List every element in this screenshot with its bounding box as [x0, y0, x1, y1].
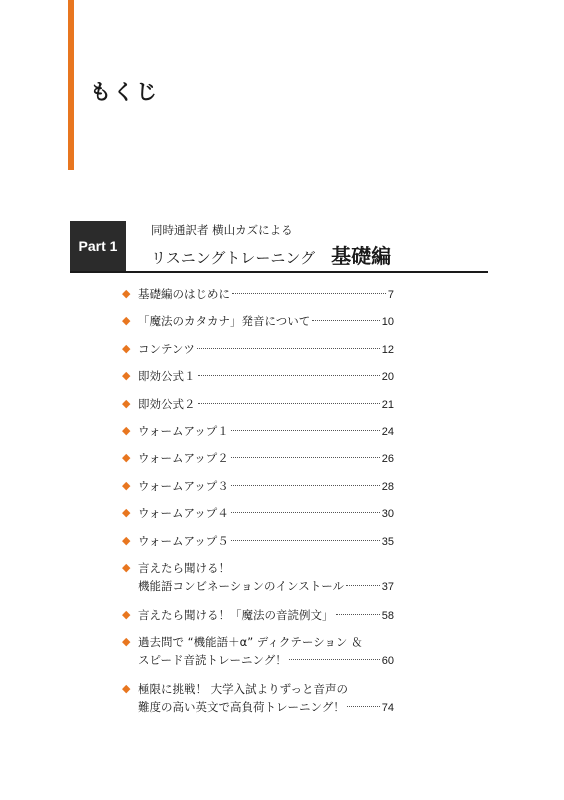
toc-entry-text: 「魔法のカタカナ」発音について — [138, 314, 311, 329]
toc-entry-text: 機能語コンビネーションのインストール — [138, 578, 344, 593]
toc-page-number: 20 — [381, 371, 394, 384]
diamond-bullet-icon: ◆ — [122, 506, 131, 520]
part-label: Part 1 — [70, 221, 126, 271]
toc-entry[interactable] — [122, 559, 394, 596]
page-title: もくじ — [90, 80, 159, 104]
diamond-bullet-icon: ◆ — [122, 533, 131, 547]
toc-entry[interactable] — [122, 285, 394, 304]
toc-page-number: 60 — [381, 655, 394, 668]
toc-page-number: 37 — [381, 580, 394, 593]
toc-entry-text: 言えたら聞ける！「魔法の音読例文」 — [138, 607, 334, 622]
diamond-bullet-icon: ◆ — [122, 396, 131, 410]
dot-leader — [198, 375, 380, 376]
toc-page-number: 10 — [381, 316, 394, 329]
diamond-bullet-icon: ◆ — [122, 478, 131, 492]
toc-page-number: 30 — [381, 508, 394, 521]
dot-leader — [197, 348, 380, 349]
dot-leader — [198, 403, 380, 404]
diamond-bullet-icon: ◆ — [122, 560, 131, 574]
toc-page-number: 74 — [381, 702, 394, 715]
diamond-bullet-icon: ◆ — [122, 682, 131, 696]
toc-entry-text: 極限に挑戦！ 大学入試よりずっと音声の — [138, 682, 348, 697]
toc-page-number: 12 — [381, 343, 394, 356]
dot-leader — [231, 430, 380, 431]
toc-entry[interactable] — [122, 395, 394, 414]
dot-leader — [232, 293, 386, 294]
toc-page-number: 35 — [381, 535, 394, 548]
toc-entry-text: 難度の高い英文で高負荷トレーニング！ — [138, 700, 345, 715]
dot-leader — [312, 320, 379, 321]
dot-leader — [231, 512, 380, 513]
dot-leader — [336, 614, 380, 615]
toc-entry[interactable] — [122, 449, 394, 468]
accent-bar — [68, 0, 74, 170]
toc-list — [122, 285, 394, 727]
toc-entry[interactable] — [122, 340, 394, 359]
toc-entry-text: ウォームアップ５ — [138, 533, 229, 548]
toc-entry[interactable] — [122, 633, 394, 670]
toc-entry-text: 即効公式２ — [138, 396, 196, 411]
toc-entry-text: 言えたら聞ける！ — [138, 560, 230, 575]
toc-entry-text: 即効公式１ — [138, 369, 196, 384]
diamond-bullet-icon: ◆ — [122, 635, 131, 649]
dot-leader — [231, 485, 380, 486]
dot-leader — [231, 457, 380, 458]
diamond-bullet-icon: ◆ — [122, 341, 131, 355]
toc-entry[interactable] — [122, 606, 394, 625]
diamond-bullet-icon: ◆ — [122, 287, 131, 300]
toc-entry-text: ウォームアップ４ — [138, 506, 229, 521]
header-rule — [70, 271, 488, 273]
toc-entry[interactable] — [122, 504, 394, 523]
toc-page-number: 58 — [381, 609, 394, 622]
toc-entry[interactable] — [122, 680, 394, 717]
dot-leader — [346, 585, 380, 586]
toc-entry[interactable] — [122, 477, 394, 496]
toc-page-number: 7 — [387, 289, 394, 301]
part-subtitle: 同時通訳者 横山カズによる — [151, 223, 293, 237]
diamond-bullet-icon: ◆ — [122, 423, 131, 437]
diamond-bullet-icon: ◆ — [122, 451, 131, 465]
toc-entry-text: ウォームアップ３ — [138, 478, 229, 493]
diamond-bullet-icon: ◆ — [122, 607, 131, 621]
toc-entry-text: コンテンツ — [138, 341, 195, 356]
toc-entry-text: 基礎編のはじめに — [138, 287, 230, 301]
toc-entry[interactable] — [122, 312, 394, 331]
toc-page-number: 21 — [381, 398, 394, 411]
part-title-main: リスニングトレーニング — [151, 249, 316, 267]
dot-leader — [289, 659, 380, 660]
dot-leader — [231, 540, 380, 541]
part-title-strong: 基礎編 — [331, 244, 392, 268]
toc-entry-text: 過去問で “機能語＋α” ディクテーション ＆ — [138, 635, 363, 650]
toc-entry-text: スピード音読トレーニング！ — [138, 653, 287, 668]
toc-entry[interactable] — [122, 367, 394, 386]
diamond-bullet-icon: ◆ — [122, 314, 131, 328]
dot-leader — [347, 706, 380, 707]
toc-page-number: 26 — [381, 453, 394, 466]
part-title — [151, 240, 391, 269]
toc-entry[interactable] — [122, 422, 394, 441]
toc-page-number: 28 — [381, 480, 394, 493]
diamond-bullet-icon: ◆ — [122, 369, 131, 383]
toc-page-number: 24 — [381, 425, 394, 438]
toc-entry-text: ウォームアップ２ — [138, 451, 229, 466]
toc-entry[interactable] — [122, 532, 394, 551]
toc-entry-text: ウォームアップ１ — [138, 423, 229, 438]
